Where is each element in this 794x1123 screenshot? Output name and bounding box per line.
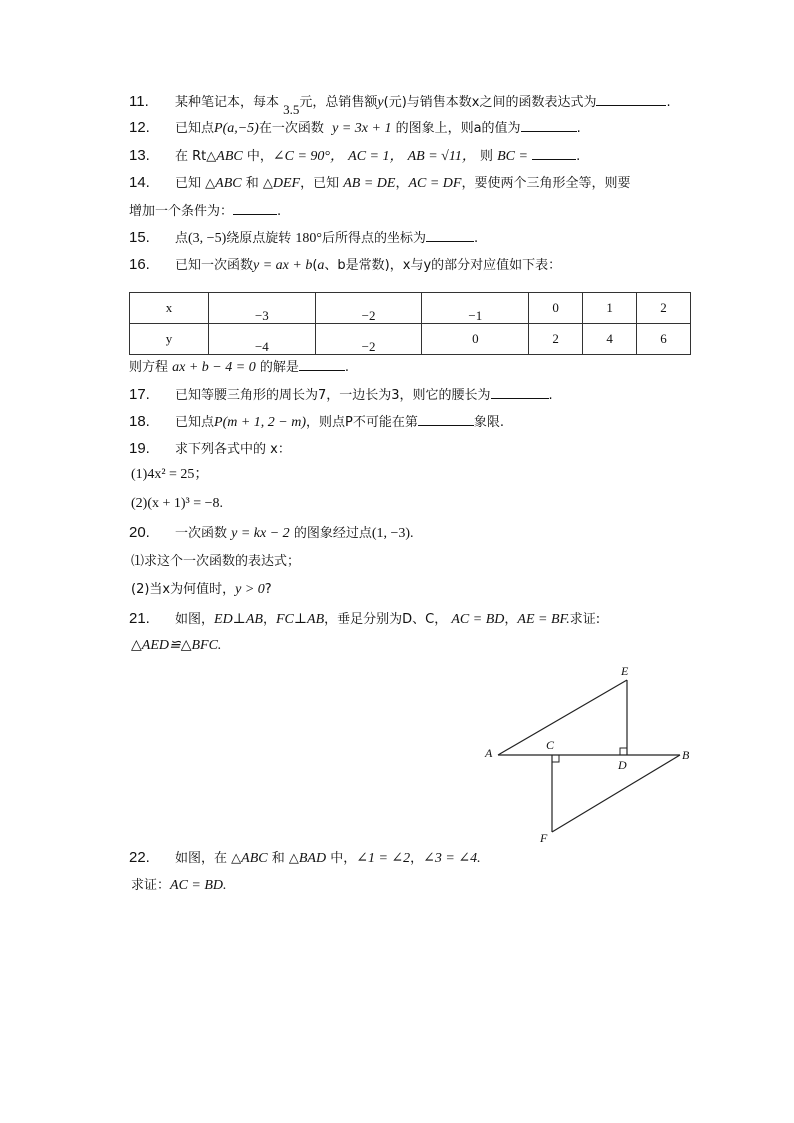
q17-text: 已知等腰三角形的周长为7，一边长为3，则它的腰长为	[175, 388, 491, 403]
q17-end: .	[548, 388, 553, 403]
q21-cond-1: ED⊥AB	[214, 612, 263, 627]
value-table	[129, 292, 691, 355]
question-21	[129, 609, 600, 630]
question-14-line-2	[129, 200, 281, 222]
q22-goal: AC = BD.	[170, 878, 227, 893]
table-cell: 0	[529, 293, 583, 324]
q21-cond-3: AC = BD	[451, 612, 505, 627]
question-number: 15.	[129, 229, 150, 246]
q13-end: .	[576, 149, 581, 164]
q16-equation: ax + b − 4 = 0	[172, 360, 256, 375]
q19-part-1: (1)4x² = 25；	[131, 467, 209, 482]
answer-blank[interactable]	[521, 117, 577, 132]
question-11	[129, 91, 671, 117]
q14-text-a: 已知 △	[175, 176, 216, 191]
q22-text-a: 如图，在 △	[175, 851, 242, 866]
q16-end: .	[344, 360, 349, 375]
q20-part-2: (2)当x为何值时，y > 0?	[131, 582, 272, 597]
question-16	[129, 255, 561, 276]
question-number: 22.	[129, 849, 150, 866]
q15-text-c: 后所得点的坐标为	[322, 231, 427, 246]
q11-text-b: 元，总销售额	[299, 95, 378, 110]
question-17	[129, 384, 553, 406]
q14-line-2: 增加一个条件为：	[129, 204, 234, 219]
q11-yvar: y	[377, 95, 384, 110]
q16-after-a: 则方程	[129, 360, 173, 375]
question-number: 21.	[129, 610, 150, 627]
question-16-after	[129, 356, 349, 378]
q22-triangle-1: ABC	[241, 851, 268, 866]
segment-ae	[498, 680, 627, 755]
q11-end: .	[666, 95, 671, 110]
question-18	[129, 411, 504, 433]
question-number: 18.	[129, 413, 150, 430]
q11-price: 3.5	[283, 102, 300, 117]
q18-text-b: ，则点P不可能在第	[306, 415, 418, 430]
question-15	[129, 227, 478, 249]
q14-triangle-2: DEF	[272, 176, 301, 191]
q12-point: P(a,−5)	[214, 121, 259, 136]
table-cell: −3	[209, 293, 316, 324]
question-14	[129, 173, 630, 194]
q13-text-c: 则	[479, 149, 498, 164]
q21-text-e: 求证:	[569, 612, 601, 627]
q12-function: y = 3x + 1	[332, 121, 392, 136]
geometry-figure	[480, 660, 700, 850]
q22-cond-1: ∠1 = ∠2	[356, 851, 411, 866]
q14-text-d: ，	[395, 176, 409, 191]
question-12	[129, 117, 581, 139]
q22-text-c: 中，	[326, 851, 357, 866]
table-header-y: y	[130, 324, 209, 355]
q18-text-c: 象限.	[473, 415, 504, 430]
answer-blank[interactable]	[532, 145, 576, 160]
q11-text-c: (元)与销售本数x之间的函数表达式为	[383, 95, 597, 110]
q15-point: (3, −5)	[188, 231, 227, 246]
label-c: C	[546, 738, 555, 752]
q14-triangle-1: ABC	[215, 176, 242, 191]
q20-text-a: 一次函数	[175, 526, 232, 541]
q18-point: P(m + 1, 2 − m)	[214, 415, 307, 430]
table-cell: 2	[637, 293, 691, 324]
table-cell: 2	[529, 324, 583, 355]
table-header-x: x	[130, 293, 209, 324]
question-20	[129, 523, 414, 544]
q16-function: y = ax + b	[253, 258, 313, 273]
q13-cond-1: ∠C = 90°，	[272, 149, 344, 164]
segment-fb	[552, 755, 680, 832]
table-cell: −2	[315, 324, 422, 355]
q12-text-c: 的图象上，则a的值为	[395, 121, 521, 136]
label-d: D	[618, 758, 627, 772]
question-number: 12.	[129, 119, 150, 136]
q22-text-d: ，	[410, 851, 424, 866]
label-f: F	[540, 831, 548, 845]
q12-end: .	[576, 121, 581, 136]
table-cell: −2	[315, 293, 422, 324]
q20-text-b: 的图象经过点	[289, 526, 372, 541]
q18-text-a: 已知点	[175, 415, 215, 430]
table-row-y	[130, 324, 691, 355]
question-13	[129, 145, 580, 167]
q15-text-a: 点	[175, 231, 189, 246]
question-number: 14.	[129, 174, 150, 191]
q13-cond-2: AC = 1，	[348, 149, 404, 164]
label-e: E	[621, 664, 629, 678]
q16-text-a: 已知一次函数	[175, 258, 254, 273]
table-cell: −4	[209, 324, 316, 355]
answer-blank[interactable]	[491, 384, 549, 399]
question-number: 17.	[129, 386, 150, 403]
q11-text-a: 某种笔记本，每本	[175, 95, 280, 110]
q12-text-a: 已知点	[175, 121, 215, 136]
q13-text-a: 在 Rt△	[175, 149, 217, 164]
q16-text-b: (	[312, 258, 318, 273]
question-number: 11.	[129, 93, 149, 110]
q22-line-2: 求证：AC = BD.	[131, 878, 227, 893]
answer-blank[interactable]	[418, 411, 474, 426]
table-cell: 4	[583, 324, 637, 355]
q21-text-a: 如图，	[175, 612, 215, 627]
answer-blank[interactable]	[596, 91, 666, 106]
q21-cond-4: AE = BF.	[517, 612, 570, 627]
q14-text-e: ，要使两个三角形全等，则要	[461, 176, 631, 191]
q14-end: .	[277, 204, 282, 219]
question-22	[129, 848, 481, 869]
question-number: 20.	[129, 524, 150, 541]
q16-var-a: a	[317, 258, 325, 273]
q15-degree: 180°	[295, 231, 322, 246]
q20-part-1: ⑴求这个一次函数的表达式；	[131, 554, 301, 569]
q13-triangle: ABC	[216, 149, 243, 164]
q16-after-b: 的解是	[255, 360, 299, 375]
q22-triangle-2: BAD	[298, 851, 327, 866]
label-b: B	[682, 748, 690, 762]
q20-condition: y > 0	[235, 582, 265, 597]
q12-text-b: 在一次函数	[258, 121, 324, 136]
answer-blank[interactable]	[233, 200, 277, 215]
q21-text-c: ，垂足分别为D、C，	[324, 612, 452, 627]
q22-cond-2: ∠3 = ∠4.	[423, 851, 481, 866]
q13-ask: BC =	[497, 149, 528, 164]
table-cell: 0	[422, 324, 529, 355]
answer-blank[interactable]	[299, 356, 345, 371]
q14-equal-1: AB = DE	[343, 176, 396, 191]
table-cell: −1	[422, 293, 529, 324]
q19-text: 求下列各式中的 x：	[175, 442, 291, 457]
table-row-x	[130, 293, 691, 324]
q20-point: (1, −3).	[371, 526, 414, 541]
question-number: 19.	[129, 440, 150, 457]
q14-text-c: ，已知	[300, 176, 344, 191]
q15-end: .	[474, 231, 479, 246]
q22-text-b: 和 △	[267, 851, 299, 866]
question-number: 13.	[129, 147, 150, 164]
table-cell: 1	[583, 293, 637, 324]
q13-text-b: 中，	[246, 149, 273, 164]
q13-cond-3: AB = √11，	[407, 149, 476, 164]
q15-text-b: 绕原点旋转	[226, 231, 296, 246]
q14-text-b: 和 △	[241, 176, 273, 191]
q21-text-b: ，	[262, 612, 276, 627]
right-angle-mark-d	[620, 748, 627, 755]
label-a: A	[485, 746, 493, 760]
q21-cond-2: FC⊥AB	[275, 612, 325, 627]
right-angle-mark-c	[552, 755, 559, 762]
question-19	[129, 439, 291, 460]
q20-function: y = kx − 2	[231, 526, 290, 541]
q19-part-2: (2)(x + 1)³ = −8.	[131, 496, 224, 511]
answer-blank[interactable]	[426, 227, 474, 242]
q21-line-2: △AED≌△BFC.	[131, 638, 222, 653]
question-number: 16.	[129, 256, 150, 273]
table-cell: 6	[637, 324, 691, 355]
q16-text-c: 、b是常数)，x与y的部分对应值如下表：	[324, 258, 562, 273]
q14-equal-2: AC = DF	[408, 176, 462, 191]
q21-text-d: ，	[504, 612, 518, 627]
